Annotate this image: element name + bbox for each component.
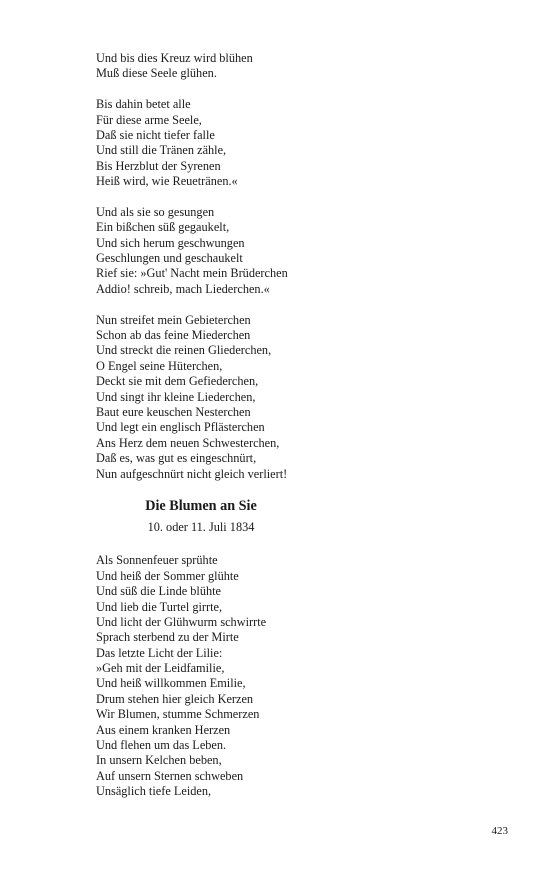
verse-line: Baut eure keuschen Nesterchen xyxy=(96,404,251,419)
stanza xyxy=(96,205,456,297)
verse-line: Und legt ein englisch Pflästerchen xyxy=(96,420,265,435)
poem-date: 10. oder 11. Juli 1834 xyxy=(147,520,255,535)
verse-line: Muß diese Seele glühen. xyxy=(96,66,217,81)
verse-line: Sprach sterbend zu der Mirte xyxy=(96,630,239,645)
stanza xyxy=(96,553,456,799)
verse-line: Und singt ihr kleine Liederchen, xyxy=(96,389,256,404)
verse-line: Schon ab das feine Miederchen xyxy=(96,328,251,343)
verse-line: »Geh mit der Leidfamilie, xyxy=(96,661,225,676)
verse-line: Und streckt die reinen Gliederchen, xyxy=(96,343,272,358)
verse-line: Rief sie: »Gut' Nacht mein Brüderchen xyxy=(96,266,288,281)
verse-line: Auf unsern Sternen schweben xyxy=(96,768,244,783)
text-column xyxy=(96,51,456,815)
verse-line: Unsäglich tiefe Leiden, xyxy=(96,784,212,799)
verse-line: Addio! schreib, mach Liederchen.« xyxy=(96,281,270,296)
verse-line: Und licht der Glühwurm schwirrte xyxy=(96,614,267,629)
verse-line: Für diese arme Seele, xyxy=(96,112,202,127)
page-number: 423 xyxy=(491,825,508,837)
verse-line: In unsern Kelchen beben, xyxy=(96,753,222,768)
verse-line: Als Sonnenfeuer sprühte xyxy=(96,553,218,568)
poem-title: Die Blumen an Sie xyxy=(145,498,257,515)
poem-continuation xyxy=(96,51,456,482)
verse-line: Das letzte Licht der Lilie: xyxy=(96,645,223,660)
verse-line: Daß es, was gut es eingeschnürt, xyxy=(96,451,257,466)
verse-line: Geschlungen und geschaukelt xyxy=(96,251,243,266)
verse-line: Und still die Tränen zähle, xyxy=(96,143,227,158)
stanza xyxy=(96,313,456,482)
verse-line: Daß sie nicht tiefer falle xyxy=(96,127,215,142)
verse-line: Ans Herz dem neuen Schwesterchen, xyxy=(96,435,280,450)
stanza xyxy=(96,51,456,82)
verse-line: Drum stehen hier gleich Kerzen xyxy=(96,691,254,706)
verse-line: Und flehen um das Leben. xyxy=(96,738,227,753)
verse-line: Und süß die Linde blühte xyxy=(96,584,221,599)
verse-line: Und heiß der Sommer glühte xyxy=(96,568,239,583)
verse-line: Und heiß willkommen Emilie, xyxy=(96,676,246,691)
verse-line: Heiß wird, wie Reuetränen.« xyxy=(96,174,238,189)
verse-line: Deckt sie mit dem Gefiederchen, xyxy=(96,374,259,389)
poem-new xyxy=(96,497,456,799)
verse-line: Bis dahin betet alle xyxy=(96,97,191,112)
verse-line: Und lieb die Turtel girrte, xyxy=(96,599,223,614)
verse-line: Und als sie so gesungen xyxy=(96,204,215,219)
verse-line: Bis Herzblut der Syrenen xyxy=(96,158,221,173)
verse-line: Und bis dies Kreuz wird blühen xyxy=(96,51,253,65)
verse-line: Und sich herum geschwungen xyxy=(96,235,245,250)
verse-line: O Engel seine Hüterchen, xyxy=(96,358,223,373)
verse-line: Nun streifet mein Gebieterchen xyxy=(96,312,251,327)
stanza xyxy=(96,97,456,189)
verse-line: Nun aufgeschnürt nicht gleich verliert! xyxy=(96,466,288,481)
verse-line: Ein bißchen süß gegaukelt, xyxy=(96,220,230,235)
verse-line: Wir Blumen, stumme Schmerzen xyxy=(96,707,260,722)
verse-line: Aus einem kranken Herzen xyxy=(96,722,231,737)
